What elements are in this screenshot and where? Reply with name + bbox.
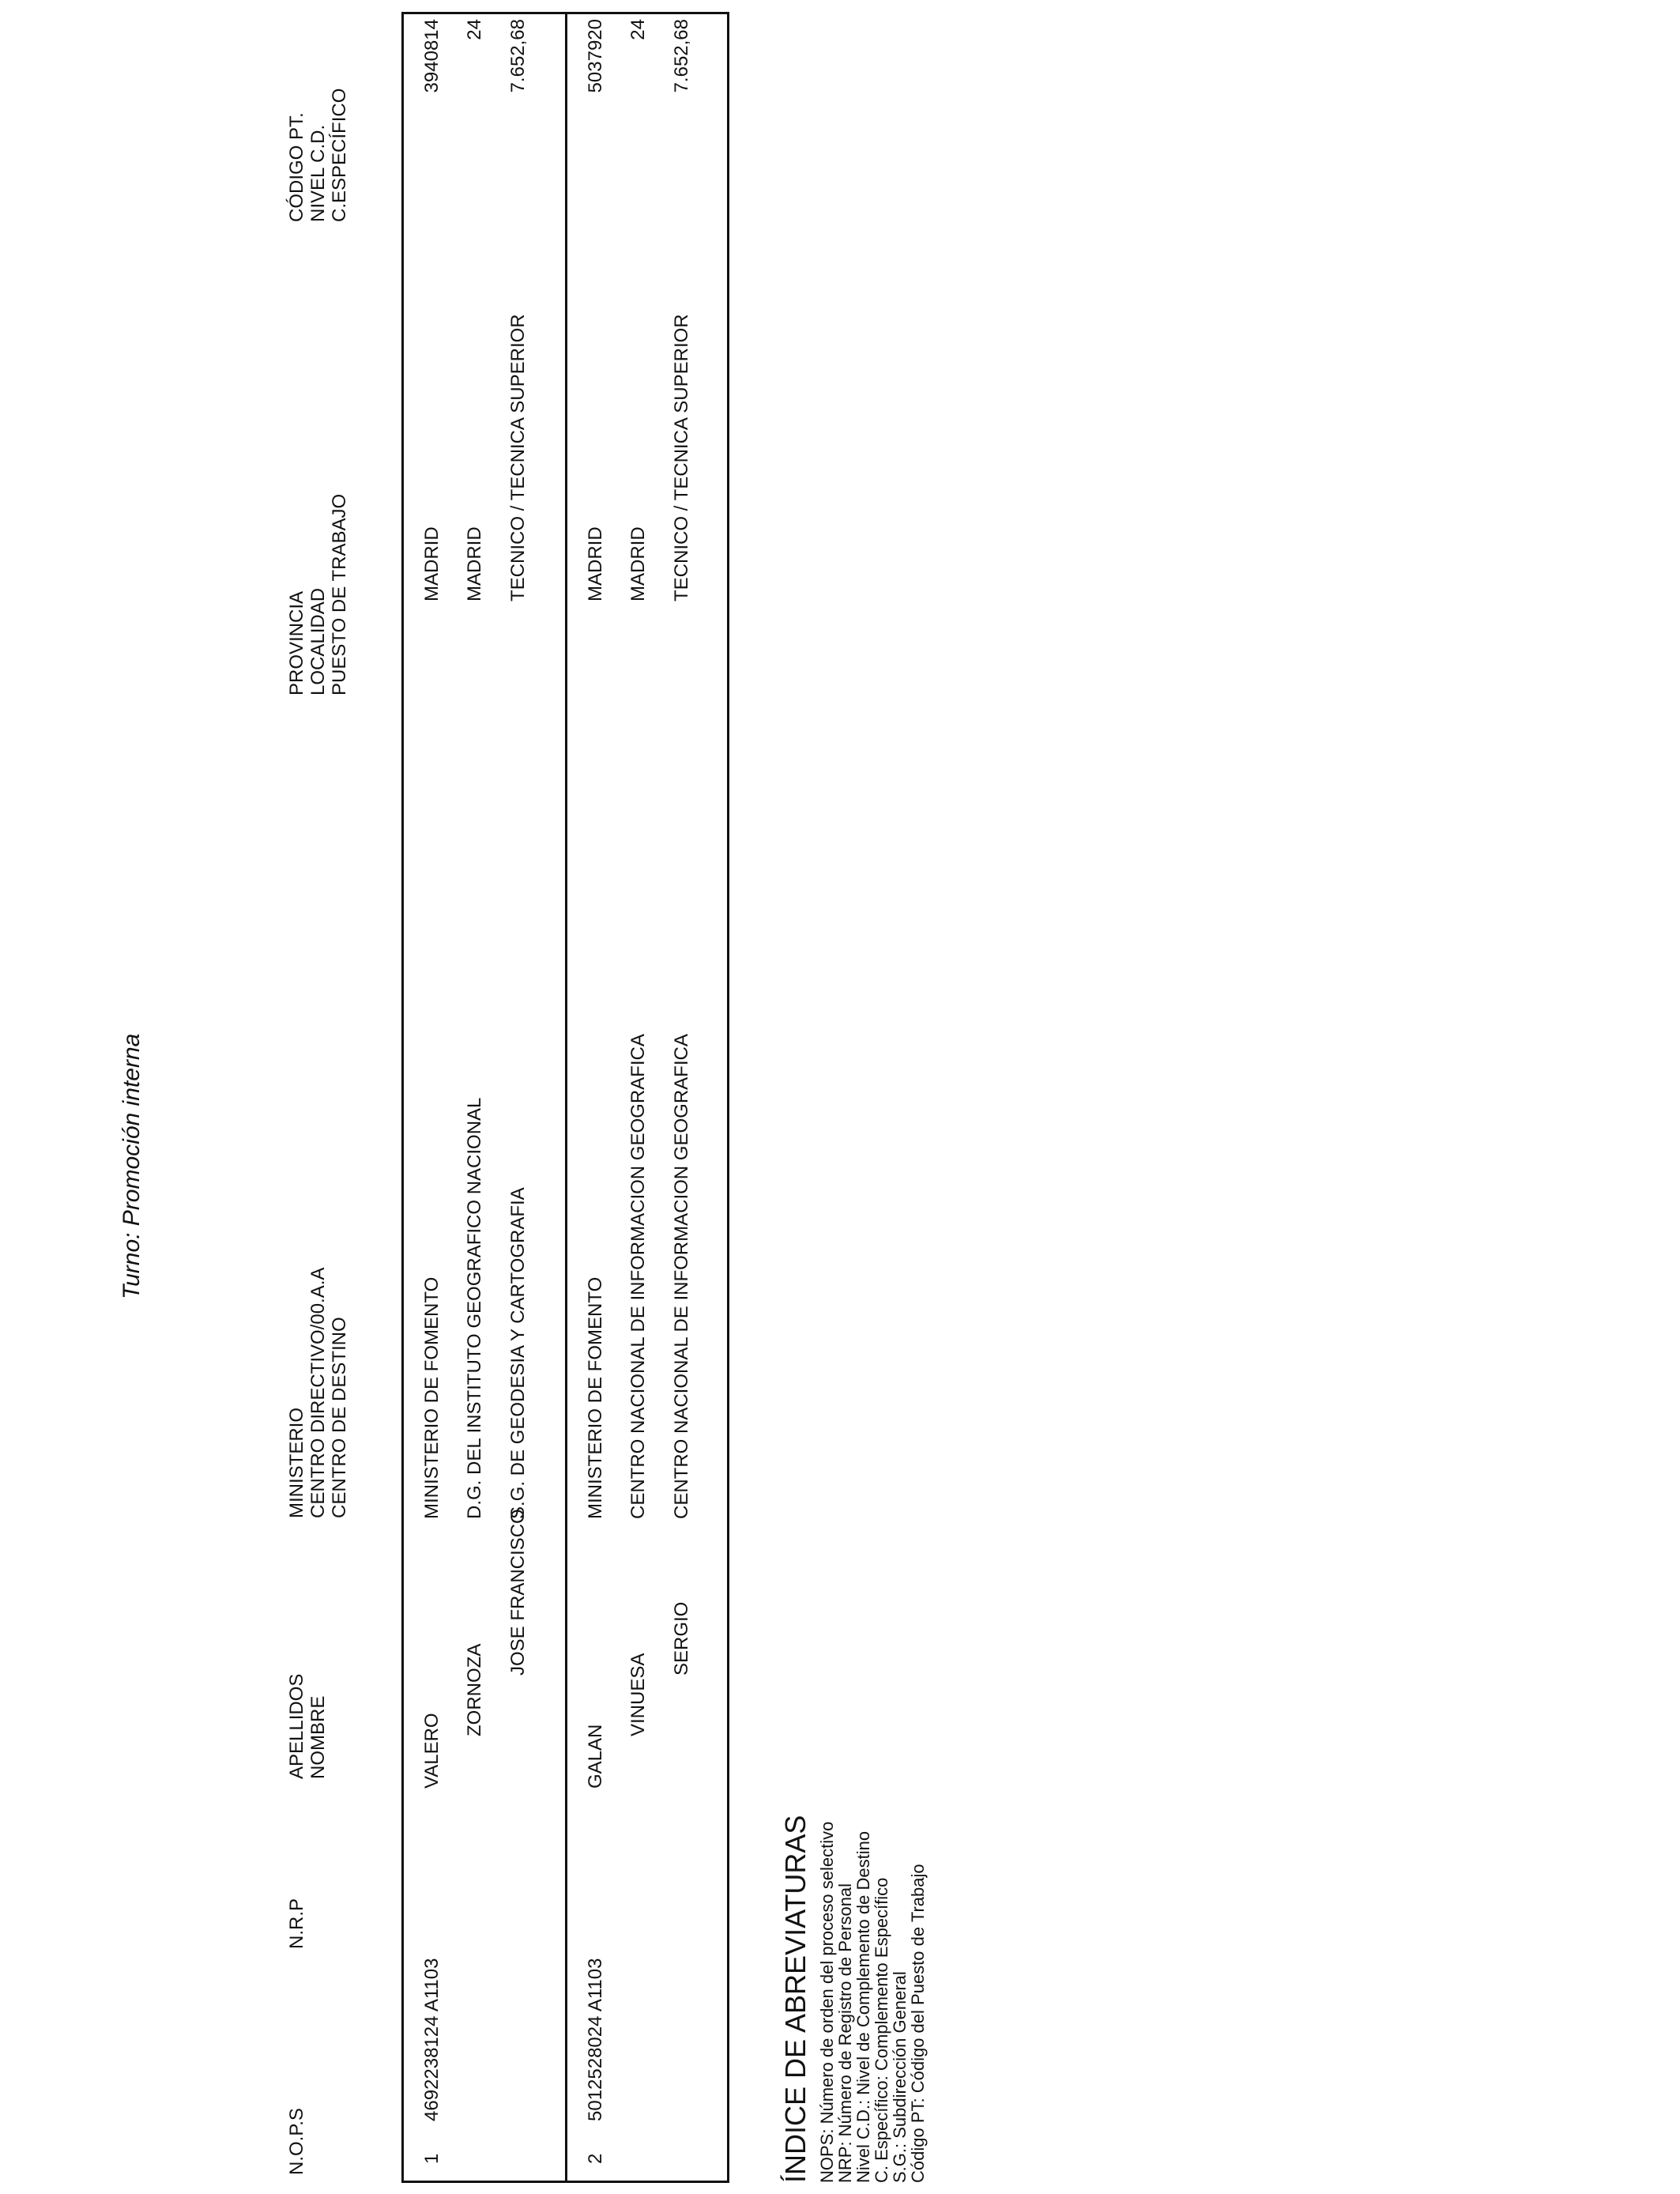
turno-title: Turno: Promoción interna bbox=[119, 1033, 145, 1299]
header-nombre: NOMBRE bbox=[307, 1695, 329, 1779]
header-nivel-cd: NIVEL C.D. bbox=[307, 124, 329, 222]
row-apellido2: ZORNOZA bbox=[464, 1643, 485, 1736]
row-codigo-pt: 3940814 bbox=[421, 19, 443, 93]
header-ministerio: MINISTERIO bbox=[286, 1407, 307, 1518]
header-c-especifico: C.ESPECÍFICO bbox=[329, 88, 350, 222]
row-centro-destino: S.G. DE GEODESIA Y CARTOGRAFIA bbox=[507, 1187, 529, 1519]
row-nrp: 5012528024 A1103 bbox=[585, 1958, 606, 2121]
row-nivel-cd: 24 bbox=[464, 19, 485, 40]
index-line: Nivel C.D.: Nivel de Complemento de Destino bbox=[853, 1830, 873, 2183]
row-provincia: MADRID bbox=[585, 526, 606, 601]
row-centro-directivo: D.G. DEL INSTITUTO GEOGRAFICO NACIONAL bbox=[464, 1097, 485, 1519]
row-codigo-pt: 5037920 bbox=[585, 19, 606, 93]
header-codigo-pt: CÓDIGO PT. bbox=[286, 112, 307, 222]
index-title: ÍNDICE DE ABREVIATURAS bbox=[779, 1815, 812, 2183]
row-divider bbox=[565, 12, 567, 2183]
row-localidad: MADRID bbox=[464, 526, 485, 601]
row-nivel-cd: 24 bbox=[627, 19, 649, 40]
row-localidad: MADRID bbox=[627, 526, 649, 601]
header-apellidos: APELLIDOS bbox=[286, 1673, 307, 1779]
row-nrp: 4692238124 A1103 bbox=[421, 1958, 443, 2121]
row-puesto: TECNICO / TECNICA SUPERIOR bbox=[671, 314, 692, 601]
row-puesto: TECNICO / TECNICA SUPERIOR bbox=[507, 314, 529, 601]
row-centro-destino: CENTRO NACIONAL DE INFORMACION GEOGRAFICA bbox=[671, 1034, 692, 1519]
header-puesto: PUESTO DE TRABAJO bbox=[329, 493, 350, 696]
row-nops: 2 bbox=[585, 2153, 606, 2164]
row-c-especifico: 7.652,68 bbox=[671, 19, 692, 93]
row-apellido1: VALERO bbox=[421, 1713, 443, 1789]
row-provincia: MADRID bbox=[421, 526, 443, 601]
header-nrp: N.R.P bbox=[286, 1898, 307, 1949]
header-centro-directivo: CENTRO DIRECTIVO/00.A.A bbox=[307, 1267, 329, 1518]
row-apellido1: GALAN bbox=[585, 1724, 606, 1789]
row-apellido2: VINUESA bbox=[627, 1653, 649, 1736]
row-nops: 1 bbox=[421, 2153, 443, 2164]
row-centro-directivo: CENTRO NACIONAL DE INFORMACION GEOGRAFICA bbox=[627, 1034, 649, 1519]
index-line: C. Específico: Complemento Específico bbox=[872, 1877, 891, 2183]
index-line: Código PT: Código del Puesto de Trabajo bbox=[908, 1864, 928, 2183]
header-localidad: LOCALIDAD bbox=[307, 587, 329, 696]
row-c-especifico: 7.652,68 bbox=[507, 19, 529, 93]
header-provincia: PROVINCIA bbox=[286, 590, 307, 696]
index-line: NRP: Número de Registro de Personal bbox=[835, 1883, 855, 2183]
row-ministerio: MINISTERIO DE FOMENTO bbox=[585, 1276, 606, 1519]
header-centro-destino: CENTRO DE DESTINO bbox=[329, 1317, 350, 1518]
row-ministerio: MINISTERIO DE FOMENTO bbox=[421, 1276, 443, 1519]
row-nombre: SERGIO bbox=[671, 1601, 692, 1676]
row-nombre: JOSE FRANCISCO bbox=[507, 1509, 529, 1676]
header-nops: N.O.P.S bbox=[286, 2108, 307, 2175]
index-line: NOPS: Número de orden del proceso selectivo bbox=[817, 1821, 837, 2183]
index-line: S.G.: Subdirección General bbox=[890, 1971, 910, 2183]
